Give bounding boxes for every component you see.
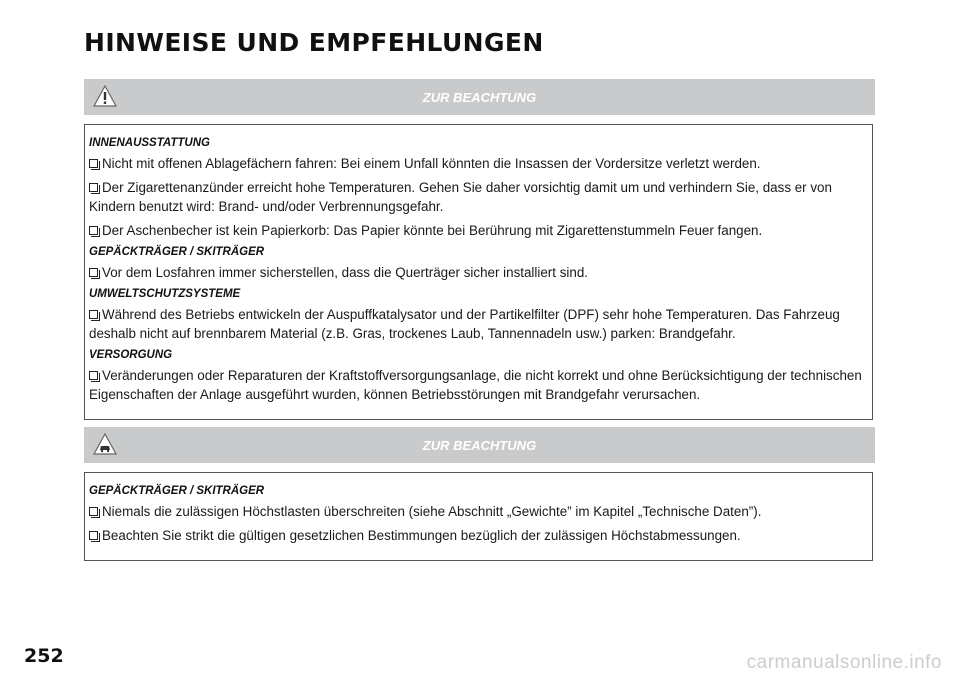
list-item: Nicht mit offenen Ablagefächern fahren: Bei einem Unfall könnten die Insassen der Vordersitze verletzt werden. [89, 154, 868, 173]
list-item: Während des Betriebs entwickeln der Auspuffkatalysator und der Partikelfilter (DPF) sehr hohe Temperaturen. Das Fahrzeug deshalb nicht auf brennbarem Material (z.B. Gras, trockenes Laub, Tannennadeln usw.) parken: Brandgefahr. [89, 307, 840, 341]
checkbox-bullet-icon [89, 159, 98, 168]
watermark: carmanualsonline.info [746, 652, 942, 673]
section-heading: INNENAUSSTATTUNG [89, 137, 210, 149]
list-item: Der Aschenbecher ist kein Papierkorb: Das Papier könnte bei Berührung mit Zigarettenstummeln Feuer fangen. [89, 221, 868, 240]
checkbox-bullet-icon [89, 531, 98, 540]
page-number: 252 [24, 645, 64, 667]
list-item: Vor dem Losfahren immer sicherstellen, dass die Querträger sicher installiert sind. [89, 263, 868, 282]
warning-header [84, 79, 875, 115]
checkbox-bullet-icon [89, 371, 98, 380]
checkbox-bullet-icon [89, 226, 98, 235]
checkbox-bullet-icon [89, 507, 98, 516]
section-heading: GEPÄCKTRÄGER / SKITRÄGER [89, 485, 265, 497]
section-heading: GEPÄCKTRÄGER / SKITRÄGER [89, 246, 265, 258]
list-item: Niemals die zulässigen Höchstlasten überschreiten (siehe Abschnitt „Gewichte” im Kapitel „Technische Daten”). [89, 502, 868, 521]
page-title: HINWEISE UND EMPFEHLUNGEN [84, 28, 544, 57]
warning-box [84, 472, 873, 561]
warning-box [84, 124, 873, 420]
checkbox-bullet-icon [89, 183, 98, 192]
checkbox-bullet-icon [89, 268, 98, 277]
checkbox-bullet-icon [89, 310, 98, 319]
list-item: Veränderungen oder Reparaturen der Kraftstoffversorgungsanlage, die nicht korrekt und ohne Berücksichtigung der technischen Eigenschaften der Anlage ausgeführt wurden, können Betriebsstörungen mit Brandgefahr verursachen. [89, 368, 862, 402]
section-heading: VERSORGUNG [89, 349, 173, 361]
list-item: Der Zigarettenanzünder erreicht hohe Temperaturen. Gehen Sie daher vorsichtig damit um und verhindern Sie, dass er von Kindern benutzt wird: Brand- und/oder Verbrennungsgefahr. [89, 180, 832, 214]
warning-header-label: ZUR BEACHTUNG [422, 438, 537, 453]
list-item: Beachten Sie strikt die gültigen gesetzlichen Bestimmungen bezüglich der zulässigen Höchstabmessungen. [89, 526, 868, 545]
section-heading: UMWELTSCHUTZSYSTEME [89, 288, 241, 300]
warning-header-label: ZUR BEACHTUNG [422, 90, 537, 105]
warning-header [84, 427, 875, 463]
